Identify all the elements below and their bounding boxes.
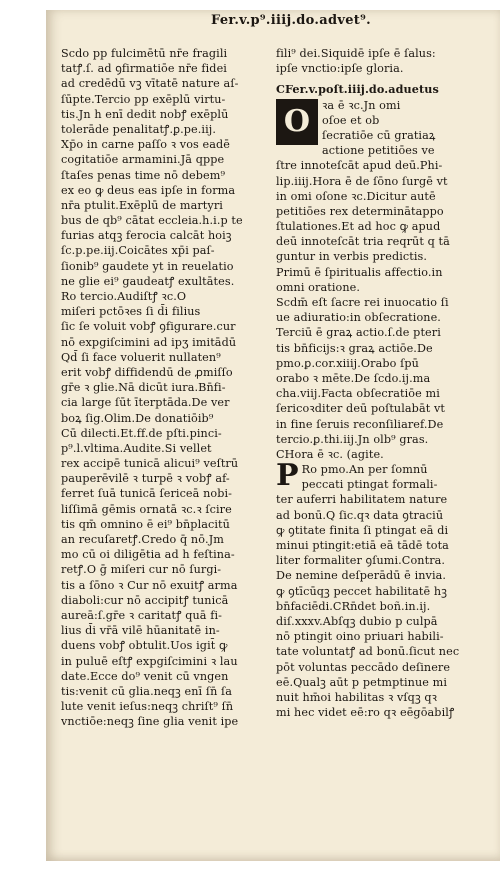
text-line: nō expgiſcimini ad ipʒ imitādū	[61, 335, 237, 349]
text-line: Terciū ē graꝝ actio.ſ.de pteri	[276, 326, 441, 340]
book-page	[46, 10, 500, 861]
text-line: tatꝭ.ſ. ad ꝯfirmatiōe nr̄e fidei	[61, 62, 227, 76]
text-line: Scdm̄ eſt ſacre rei inuocatio ſi	[276, 296, 449, 309]
text-line: rex accipē tunicā alicui⁹ veſtrū	[61, 457, 239, 471]
text-line: mo cū oi diligētia ad h feſtina-	[61, 548, 235, 562]
text-line: in omi oſone ꝛc.Dicitur autē	[276, 189, 436, 203]
text-line: ad credēdū vꝫ vītatē nature aſ-	[61, 77, 239, 91]
question-paragraph	[276, 462, 490, 720]
text-line: fili⁹ dei.Siquidē ipſe ē ſalus:	[276, 47, 436, 60]
text-line: liſſimā gēmis ornatā ꝛc.ꝛ ſcire	[61, 502, 232, 516]
text-line: bus de qb⁹ cātat eccleia.h.i.p te	[61, 214, 243, 228]
text-line: Qd̄ ſi face voluerit nullaten⁹	[61, 350, 221, 364]
text-line: Primū ē ſpiritualis affectio.in	[276, 265, 443, 279]
text-line: miſeri pctōꝛes ſi d̄i filius	[61, 305, 201, 319]
text-line: tis:venit cū glia.neqꝫ enī ſn̄ ſa	[61, 684, 233, 698]
text-line: ſtre innoteſcāt apud deū.Phi-	[276, 159, 443, 173]
text-line: lius d̄i vr̄ā vilē hūanitatē in-	[61, 624, 220, 638]
text-line: ſc.p.pe.iij.Coicātes xp̄i paſ-	[61, 244, 215, 258]
text-line: peccati ptingat formali-	[301, 478, 438, 492]
text-line: cogitatiōe armamini.Jā qppe	[61, 153, 225, 167]
text-line: ſic ſe voluit vobꝭ ꝯfigurare.cur	[61, 320, 236, 334]
text-line: mi hec videt eē:ro qꝛ eēgōabilꝭ	[276, 706, 455, 720]
text-line: orabo ꝛ mēte.De ſcdo.ij.ma	[276, 371, 431, 385]
text-line: CHora ē ꝛc. (agite.	[276, 447, 384, 461]
text-line: tate voluntatꝭ ad bonū.ſicut nec	[276, 645, 460, 659]
decorated-initial-letter: O	[276, 99, 318, 145]
text-line: guntur in verbis predictis.	[276, 250, 428, 264]
left-column	[61, 46, 266, 729]
text-line: actione petitiōes ve	[322, 144, 435, 158]
text-line: cia large ſūt īterptāda.De ver	[61, 396, 230, 410]
text-line: Xp̄o in carne paſſo ꝛ vos eadē	[61, 138, 231, 152]
text-line: petitiōes rex determinātappo	[276, 204, 444, 218]
text-line: pmo.ꝑ.cor.xiiij.Orabo ſpū	[276, 356, 419, 370]
text-line: furias atqꝫ ferocia calcāt hoiꝫ	[61, 229, 232, 243]
text-line: ter auferri habilitatem nature	[276, 493, 448, 507]
text-line: ſūpte.Tercio pp exēplū virtu-	[61, 92, 226, 106]
initial-paragraph	[276, 98, 490, 159]
text-line: ꝛa ē ꝛc.Jn omi	[322, 98, 401, 112]
text-line: ne glie ei⁹ gaudeatꝭ exultātes.	[61, 274, 235, 288]
text-line: aureā:ſ.gr̄e ꝛ caritatꝭ quā fi-	[61, 608, 222, 622]
text-line: ꝙ ꝯtitate finita ſi ptingat eā di	[276, 523, 449, 537]
text-line: pōt voluntas peccādo deſinere	[276, 660, 451, 674]
text-line: tis bn̄ficijs:ꝛ graꝝ actiōe.De	[276, 341, 433, 355]
text-line: bn̄faciēdi.CRn̄det boñ.in.ij.	[276, 599, 431, 613]
text-line: ſecratiōe cū gratiaꝝ	[322, 128, 436, 142]
text-line: lip.iiij.Hora ē de ſōno ſurgē vt	[276, 174, 448, 188]
text-line: duens vobꝭ obtulit.Uos igit̄ ꝙ	[61, 639, 228, 653]
text-line: eē.Qualꝫ aūt p petmptinue mi	[276, 675, 448, 689]
text-line: boꝝ ſig.Olim.De donatiōib⁹	[61, 411, 214, 425]
text-line: omni oratione.	[276, 280, 361, 294]
text-line: Ro pmo.An per ſomnū	[301, 463, 428, 477]
text-line: in fine ſeruis reconſiliaref.De	[276, 417, 444, 431]
text-line: ſtaſes penas time nō debem⁹	[61, 168, 226, 182]
text-line: pauperēvilē ꝛ turpē ꝛ vobꝭ af-	[61, 472, 230, 486]
text-line: Cū dilecti.Et.ff.de pſti.pinci-	[61, 426, 222, 440]
section-heading: CFer.v.poſt.iiij.do.aduetus	[276, 82, 439, 97]
right-column	[276, 46, 490, 720]
text-line: diaboli:cur nō accipitꝭ tunicā	[61, 593, 229, 607]
text-line: p⁹.l.vltima.Audite.Si vellet	[61, 441, 212, 455]
text-line: tis a ſōno ꝛ Cur nō exuitꝭ arma	[61, 578, 238, 592]
text-line: ſericoꝛditer deū poſtulabāt vt	[276, 402, 445, 416]
text-line: tolerāde penalitatꝭ.ꝑ.pe.iij.	[61, 122, 216, 136]
text-line: oſoe et ob	[322, 113, 380, 127]
text-line: Ro tercio.Audiſtꝭ ꝛc.O	[61, 290, 187, 303]
text-line: ſionib⁹ gaudete yt in reuelatio	[61, 259, 234, 273]
text-line: an recuſaretꝭ.Credo q̄ nō.Jm	[61, 533, 224, 546]
text-line: date.Ecce do⁹ venit cū vngen	[61, 669, 229, 683]
text-line: ꝙ ꝯtīcūqꝫ peccet habilitatē hꝫ	[276, 584, 448, 598]
text-line: ipſe vnctio:ipſe gloria.	[276, 62, 404, 76]
text-line: liter formaliter ꝯſumi.Contra.	[276, 554, 446, 568]
text-line: tis.Jn h enī dedit nobꝭ exēplū	[61, 107, 229, 121]
text-line: gr̄e ꝛ glie.Nā dicūt iura.Bn̄fi-	[61, 381, 226, 395]
text-line: nr̄a ptulit.Exēplū de martyri	[61, 198, 223, 212]
text-line: Scdo pp fulcimētū nr̄e fragili	[61, 47, 228, 60]
text-line: nuit hm̄oi habilitas ꝛ vſqꝫ qꝛ	[276, 690, 438, 704]
text-line: minui ptingit:etiā eā tādē tota	[276, 539, 449, 552]
text-line: cha.viij.Facta obſecratiōe mi	[276, 387, 440, 401]
text-line: ferret ſuā tunicā ſericeā nobi-	[61, 487, 233, 501]
text-line: ſtulationes.Et ad hoc ꝙ apud	[276, 220, 441, 234]
text-line: lute venit ieſus:neqꝫ chriſt⁹ ſn̄	[61, 700, 234, 714]
text-line: retꝭ.O ḡ miſeri cur nō ſurgi-	[61, 563, 222, 577]
text-line: De nemine deſperādū ē invia.	[276, 569, 447, 583]
text-line: ex eo ꝙ deus eas ipſe in forma	[61, 183, 236, 197]
text-line: erit vobꝭ diffidendū de ꝓmiſſo	[61, 365, 233, 379]
text-line: tis qm̄ omnino ē ei⁹ bn̄placitū	[61, 517, 230, 531]
text-line: ad bonū.Q ſic.qꝛ data ꝯtraciū	[276, 508, 444, 522]
text-line: nō ptingit oino priuari habili-	[276, 630, 444, 644]
text-line: in puluē eſtꝭ expgiſcimini ꝛ lau	[61, 654, 238, 668]
text-line: deū innoteſcāt tria reqrūt q tā	[276, 235, 450, 249]
running-head: Fer.v.p⁹.iiij.do.advet⁹.	[211, 13, 371, 28]
text-line: diſ.xxxv.Abſqꝫ dubio p culpā	[276, 614, 438, 628]
text-line: vnctiōe:neqꝫ ſine glia venit ipe	[61, 715, 239, 729]
text-line: ue adiuratio:in obſecratione.	[276, 311, 441, 325]
text-line: tercio.ꝑ.thi.iij.Jn olb⁹ gras.	[276, 432, 429, 446]
paragraph-mark: P	[276, 462, 299, 494]
